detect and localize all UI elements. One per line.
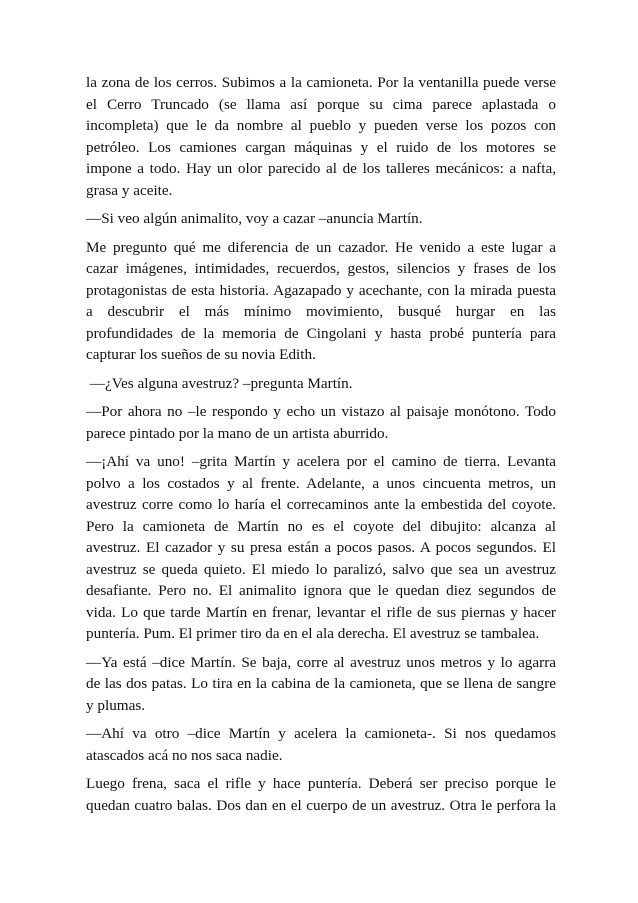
text-line: puntería. Pum. El primer tiro da en el ala derecha. El avestruz se tambalea. [86,625,540,642]
text-line: vida. Lo que tarde Martín en frenar, levantar el rifle de sus piernas y hacer [86,603,556,621]
text-line: a descubrir el más mínimo movimiento, busqué hurgar en las [86,303,556,320]
text-line: —¡Ahí va uno! –grita Martín y acelera por el camino de tierra. Levanta [86,453,556,470]
text-line: avestruz se queda quieto. El miedo lo paralizó, salvo que sea un avestruz [86,560,556,578]
text-line: Me pregunto qué me diferencia de un cazador. He venido a este lugar a [86,238,556,256]
paragraph [86,451,556,645]
text-line: desafiante. Pero no. El animalito ignora que le quedan diez segundos de [86,582,556,599]
text-line: quedan cuatro balas. Dos dan en el cuerpo de un avestruz. Otra le perfora la [86,796,556,814]
text-line: y plumas. [86,696,146,714]
text-line: —Si veo algún animalito, voy a cazar –anuncia Martín. [86,210,423,227]
text-line: atascados acá no nos saca nadie. [86,746,283,764]
text-line: Pero la camioneta de Martín no es el coyote del dibujito: alcanza al [86,517,556,535]
text-line: —Ahí va otro –dice Martín y acelera la camioneta-. Si nos quedamos [86,725,556,742]
paragraph [86,373,556,395]
text-line: avestruz. El cazador y su presa están a pocos pasos. A pocos segundos. El [86,539,556,556]
paragraph [86,208,556,230]
text-line: —¿Ves alguna avestruz? –pregunta Martín. [86,374,353,392]
paragraph [86,401,556,444]
body-text [86,72,556,823]
paragraph [86,72,556,201]
text-line: avestruz corre como lo haría el correcaminos ante la embestida del coyote. [86,496,556,513]
text-line: la zona de los cerros. Subimos a la camioneta. Por la ventanilla puede verse [86,74,556,91]
text-line: grasa y aceite. [86,181,173,199]
paragraph [86,237,556,366]
text-line: —Ya está –dice Martín. Se baja, corre al avestruz unos metros y lo agarra [86,653,556,671]
text-line: de las dos patas. Lo tira en la cabina de la camioneta, que se llena de sangre [86,675,556,692]
text-line: Luego frena, saca el rifle y hace puntería. Deberá ser preciso porque le [86,775,556,792]
text-line: profundidades de la memoria de Cingolani y hasta probé puntería para [86,324,556,342]
text-line: polvo a los costados y al frente. Adelante, a unos cincuenta metros, un [86,474,556,492]
text-line: —Por ahora no –le respondo y echo un vistazo al paisaje monótono. Todo [86,403,556,420]
text-line: parece pintado por la mano de un artista aburrido. [86,424,389,442]
paragraph [86,652,556,717]
text-line: capturar los sueños de su novia Edith. [86,346,316,363]
paragraph [86,773,556,816]
paragraph [86,723,556,766]
text-line: petróleo. Los camiones cargan máquinas y el ruido de los motores se [86,138,556,156]
text-line: incompleta) que le da nombre al pueblo y pueden verse los pozos con [86,117,556,134]
text-line: impone a todo. Hay un olor parecido al de los talleres mecánicos: a nafta, [86,160,556,177]
text-line: el Cerro Truncado (se llama así porque su cima parece aplastada o [86,95,556,113]
text-line: protagonistas de esta historia. Agazapado y acechante, con la mirada puesta [86,281,556,299]
text-line: cazar imágenes, intimidades, recuerdos, gestos, silencios y frases de los [86,260,556,277]
